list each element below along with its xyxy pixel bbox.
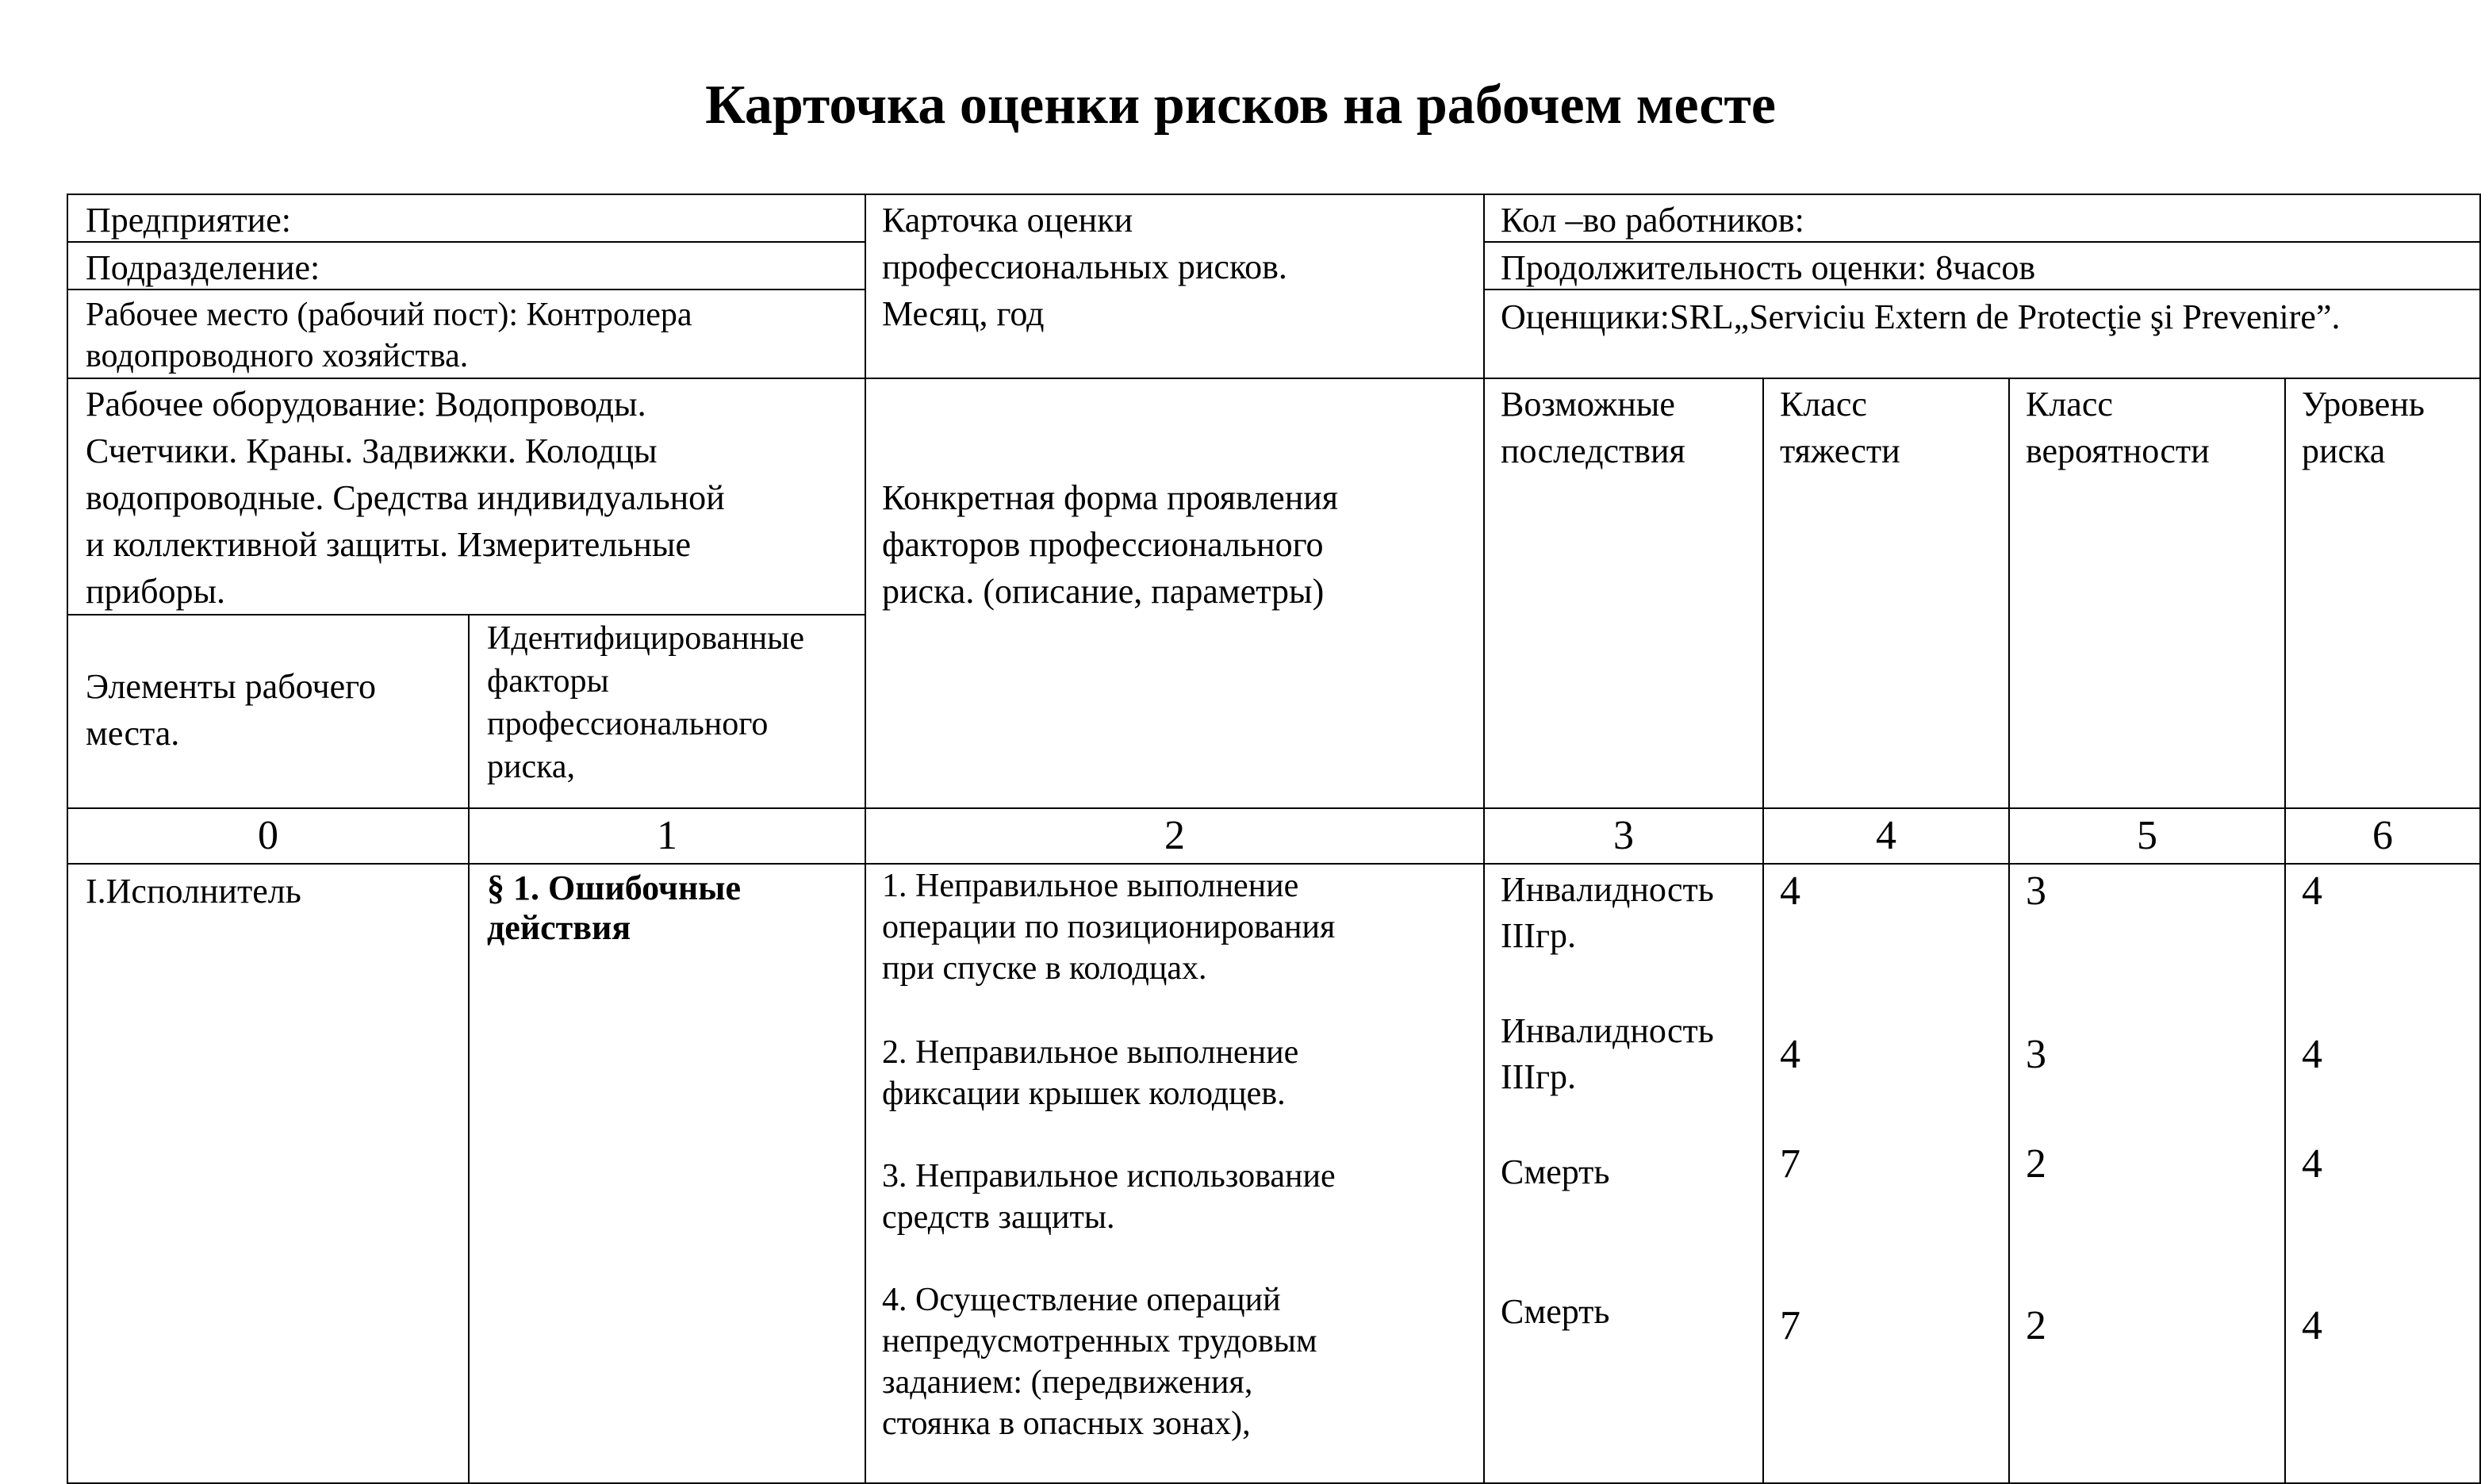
- row-description: заданием: (передвижения,: [882, 1364, 1253, 1401]
- row-consequence: Инвалидность: [1501, 1011, 1714, 1050]
- column-number: 1: [657, 813, 677, 858]
- workplace-label-cont: водопроводного хозяйства.: [86, 338, 469, 374]
- consequences-header: Возможные: [1501, 385, 1675, 424]
- row-description: при спуске в колодцах.: [882, 950, 1207, 987]
- row-description: фиксации крышек колодцев.: [882, 1076, 1286, 1112]
- form-header: Конкретная форма проявления: [882, 478, 1339, 517]
- row-risk: 4: [2302, 869, 2322, 914]
- factors-header-cont: факторы: [487, 663, 609, 700]
- equipment-text: приборы.: [86, 572, 226, 611]
- row-consequence: Смерть: [1501, 1152, 1610, 1191]
- column-number: 6: [2372, 813, 2393, 858]
- evaluators-label: Оценщики:SRL„Serviciu Extern de Protecţie şi Prevenire”.: [1501, 297, 2341, 336]
- row-severity: 7: [1780, 1303, 1800, 1348]
- card-label: Карточка оценки: [882, 201, 1133, 240]
- page-title: Карточка оценки рисков на рабочем месте: [705, 75, 1776, 136]
- section-element: I.Исполнитель: [86, 872, 301, 911]
- factors-header: Идентифицированные: [487, 620, 805, 657]
- row-description: 1. Неправильное выполнение: [882, 868, 1299, 904]
- row-severity: 4: [1780, 869, 1800, 914]
- equipment-text: водопроводные. Средства индивидуальной: [86, 478, 725, 517]
- probability-header-cont: вероятности: [2026, 431, 2210, 470]
- cell-body-element: [67, 863, 470, 1484]
- severity-header-cont: тяжести: [1780, 431, 1900, 470]
- cell-body-factor: [468, 863, 866, 1484]
- factors-header-cont: риска,: [487, 749, 576, 785]
- row-consequence: IIIгр.: [1501, 1057, 1577, 1096]
- equipment-text: Рабочее оборудование: Водопроводы.: [86, 385, 646, 424]
- division-label: Подразделение:: [86, 248, 320, 287]
- row-description: 4. Осуществление операций: [882, 1282, 1281, 1318]
- enterprise-label: Предприятие:: [86, 201, 291, 240]
- row-severity: 4: [1780, 1032, 1800, 1077]
- row-risk: 4: [2302, 1141, 2322, 1187]
- row-description: непредусмотренных трудовым: [882, 1323, 1317, 1359]
- column-number: 2: [1164, 813, 1185, 858]
- column-number: 5: [2137, 813, 2157, 858]
- equipment-text: и коллективной защиты. Измерительные: [86, 525, 691, 564]
- card-date-label: Месяц, год: [882, 294, 1045, 333]
- row-probability: 3: [2026, 1032, 2046, 1077]
- factors-header-cont: профессионального: [487, 706, 769, 742]
- row-description: стоянка в опасных зонах),: [882, 1405, 1251, 1442]
- row-consequence: Инвалидность: [1501, 870, 1714, 909]
- row-description: 3. Неправильное использование: [882, 1158, 1336, 1194]
- row-probability: 2: [2026, 1141, 2046, 1187]
- card-label-cont: профессиональных рисков.: [882, 247, 1287, 286]
- equipment-text: Счетчики. Краны. Задвижки. Колодцы: [86, 431, 658, 470]
- elements-header-cont: места.: [86, 714, 180, 753]
- section-factor: § 1. Ошибочные: [487, 869, 742, 907]
- row-probability: 2: [2026, 1303, 2046, 1348]
- section-factor-cont: действия: [487, 908, 631, 947]
- row-description: 2. Неправильное выполнение: [882, 1034, 1299, 1071]
- workplace-label: Рабочее место (рабочий пост): Контролера: [86, 297, 692, 333]
- row-risk: 4: [2302, 1303, 2322, 1348]
- risk-header: Уровень: [2302, 385, 2425, 424]
- elements-header: Элементы рабочего: [86, 667, 377, 706]
- cell-body-probability: [2008, 863, 2286, 1484]
- consequences-header-cont: последствия: [1501, 431, 1685, 470]
- row-probability: 3: [2026, 869, 2046, 914]
- probability-header: Класс: [2026, 385, 2113, 424]
- severity-header: Класс: [1780, 385, 1867, 424]
- duration-label: Продолжительность оценки: 8часов: [1501, 248, 2036, 287]
- risk-header-cont: риска: [2302, 431, 2386, 470]
- column-number: 4: [1876, 813, 1896, 858]
- form-header-cont: факторов профессионального: [882, 525, 1324, 564]
- row-consequence: IIIгр.: [1501, 916, 1577, 955]
- workers-label: Кол –во работников:: [1501, 201, 1804, 240]
- row-risk: 4: [2302, 1032, 2322, 1077]
- column-number: 3: [1613, 813, 1634, 858]
- form-header-cont: риска. (описание, параметры): [882, 572, 1325, 611]
- row-description: средств защиты.: [882, 1199, 1115, 1236]
- row-severity: 7: [1780, 1141, 1800, 1187]
- row-consequence: Смерть: [1501, 1292, 1610, 1331]
- column-number: 0: [258, 813, 278, 858]
- row-description: операции по позиционирования: [882, 909, 1336, 945]
